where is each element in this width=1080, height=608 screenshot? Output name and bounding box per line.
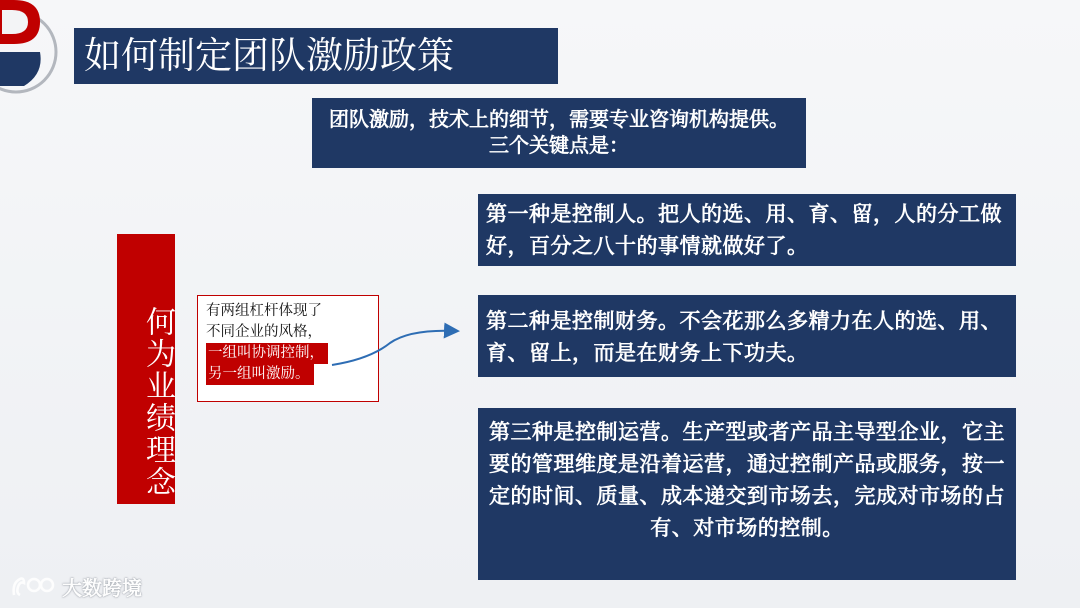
page-title: 如何制定团队激励政策 [74,28,558,84]
subtitle-box: 团队激励，技术上的细节，需要专业咨询机构提供。三个关键点是： [312,98,806,168]
lever-note-line-2: 不同企业的风格， [206,324,322,340]
key-point-1: 第一种是控制人。把人的选、用、育、留，人的分工做好，百分之八十的事情就做好了。 [478,194,1016,266]
lever-note-highlight-1: 一组叫协调控制， [206,343,328,364]
watermark-logo-icon [10,573,56,599]
watermark-text: 大数跨境 [62,575,142,600]
connector-arrow-icon [330,315,470,375]
watermark [10,572,142,600]
key-point-2: 第二种是控制财务。不会花那么多精力在人的选、用、育、留上，而是在财务上下功夫。 [478,295,1016,377]
side-banner [117,234,175,504]
lever-note-highlight-2: 另一组叫激励。 [206,364,314,385]
key-point-3: 第三种是控制运营。生产型或者产品主导型企业，它主要的管理维度是沿着运营，通过控制产品或服务，按一定的时间、质量、成本递交到市场去，完成对市场的占有、对市场的控制。 [478,408,1016,580]
d-logo-icon [0,0,58,98]
side-banner-text: 何为业绩理念 [140,306,175,498]
lever-note-line-1: 有两组杠杆体现了 [206,303,322,319]
